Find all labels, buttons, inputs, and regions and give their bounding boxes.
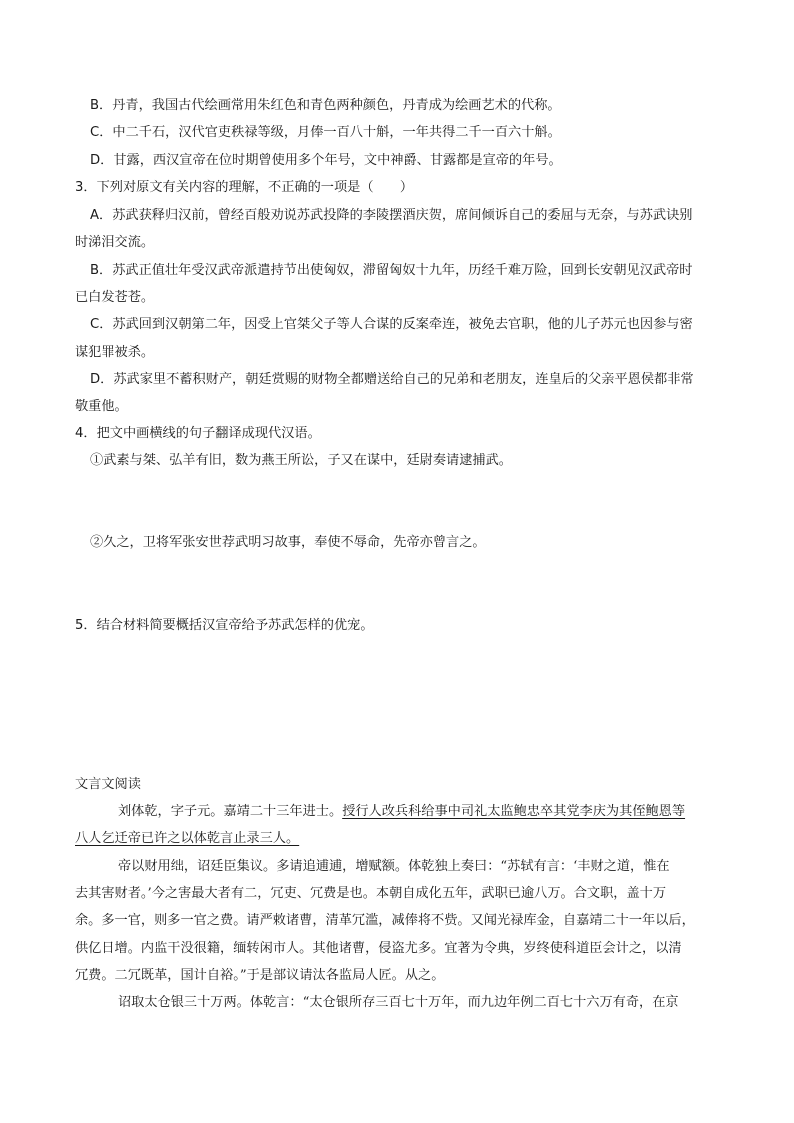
q3-option-a-line1: A．苏武获释归汉前，曾经百般劝说苏武投降的李陵摆酒庆贺，席间倾诉自己的委屈与无奈，与苏武诀别 <box>90 208 693 223</box>
passage-p1-underlined-2: 八人乞迁帝已许之以体乾言止录三人。 <box>75 831 300 846</box>
passage-p3-line1: 诏取太仓银三十万两。体乾言：“太仓银所存三百七十万年，而九边年例二百七十六万有奇，在京 <box>118 995 679 1010</box>
passage-p2-line2: 去其害财者。’今之害最大者有二，冗吏、冗费是也。本朝自成化五年，武职已逾八万。合文职，盖十万 <box>75 886 667 901</box>
q3-option-b-line2: 已白发苍苍。 <box>75 290 155 305</box>
q4-sentence-2: ②久之，卫将军张安世荐武明习故事，奉使不辱命，先帝亦曾言之。 <box>90 535 486 550</box>
q2-option-c: C．中二千石，汉代官吏秩禄等级，月俸一百八十斛，一年共得二千一百六十斛。 <box>90 125 561 140</box>
q3-stem: 3．下列对原文有关内容的理解，不正确的一项是（ ） <box>75 180 414 195</box>
q4-stem: 4．把文中画横线的句子翻译成现代汉语。 <box>75 426 321 441</box>
passage-p1-line1 <box>118 803 685 821</box>
q5-stem: 5．结合材料简要概括汉宣帝给予苏武怎样的优宠。 <box>75 618 374 633</box>
q3-option-b-line1: B．苏武正值壮年受汉武帝派遣持节出使匈奴，滞留匈奴十九年，历经千难万险，回到长安朝见汉武帝时 <box>90 263 693 278</box>
passage-p2-line5: 冗费。二冗既革，国计自裕。”于是部议请汰各监局人匠。从之。 <box>75 968 445 983</box>
passage-p2-line4: 供亿日增。内监干没很籍，缅转闲市人。其他诸曹，侵盗尤多。宜著为令典，岁终使科道臣会计之，以清 <box>75 941 682 956</box>
q3-option-c-line1: C．苏武回到汉朝第二年，因受上官桀父子等人合谋的反案牵连，被免去官职，他的儿子苏元也因参与密 <box>90 317 693 332</box>
q4-sentence-1: ①武素与桀、弘羊有旧，数为燕王所讼，子又在谋中，廷尉奏请逮捕武。 <box>90 453 512 468</box>
q3-option-d-line1: D．苏武家里不蓄积财产，朝廷赏赐的财物全都赠送给自己的兄弟和老朋友，连皇后的父亲平恩侯都非常 <box>90 372 694 387</box>
q3-option-a-line2: 时涕泪交流。 <box>75 235 155 250</box>
q2-option-d: D．甘露，西汉宣帝在位时期曾使用多个年号，文中神爵、甘露都是宣帝的年号。 <box>90 153 562 168</box>
passage-p2-line3: 余。多一官，则多一官之费。请严敕诸曹，清革冗滥，减俸将不赀。又闻光禄库金，自嘉靖二十一年以后， <box>75 913 695 928</box>
q2-option-b: B．丹青，我国古代绘画常用朱红色和青色两种颜色，丹青成为绘画艺术的代称。 <box>90 98 561 113</box>
passage-p1-underlined-1: 授行人改兵科给事中司礼太监鲍忠卒其党李庆为其侄鲍恩等 <box>342 804 686 819</box>
q3-option-d-line2: 敬重他。 <box>75 399 128 414</box>
section-heading: 文言文阅读 <box>75 777 141 792</box>
q3-option-c-line2: 谋犯罪被杀。 <box>75 345 155 360</box>
passage-p1-plain: 刘体乾，字子元。嘉靖二十三年进士。 <box>118 804 343 819</box>
passage-p2-line1: 帝以财用绌，诏廷臣集议。多请追逋逋，增赋额。体乾独上奏曰：“苏轼有言：‘丰财之道，惟在 <box>118 859 670 874</box>
